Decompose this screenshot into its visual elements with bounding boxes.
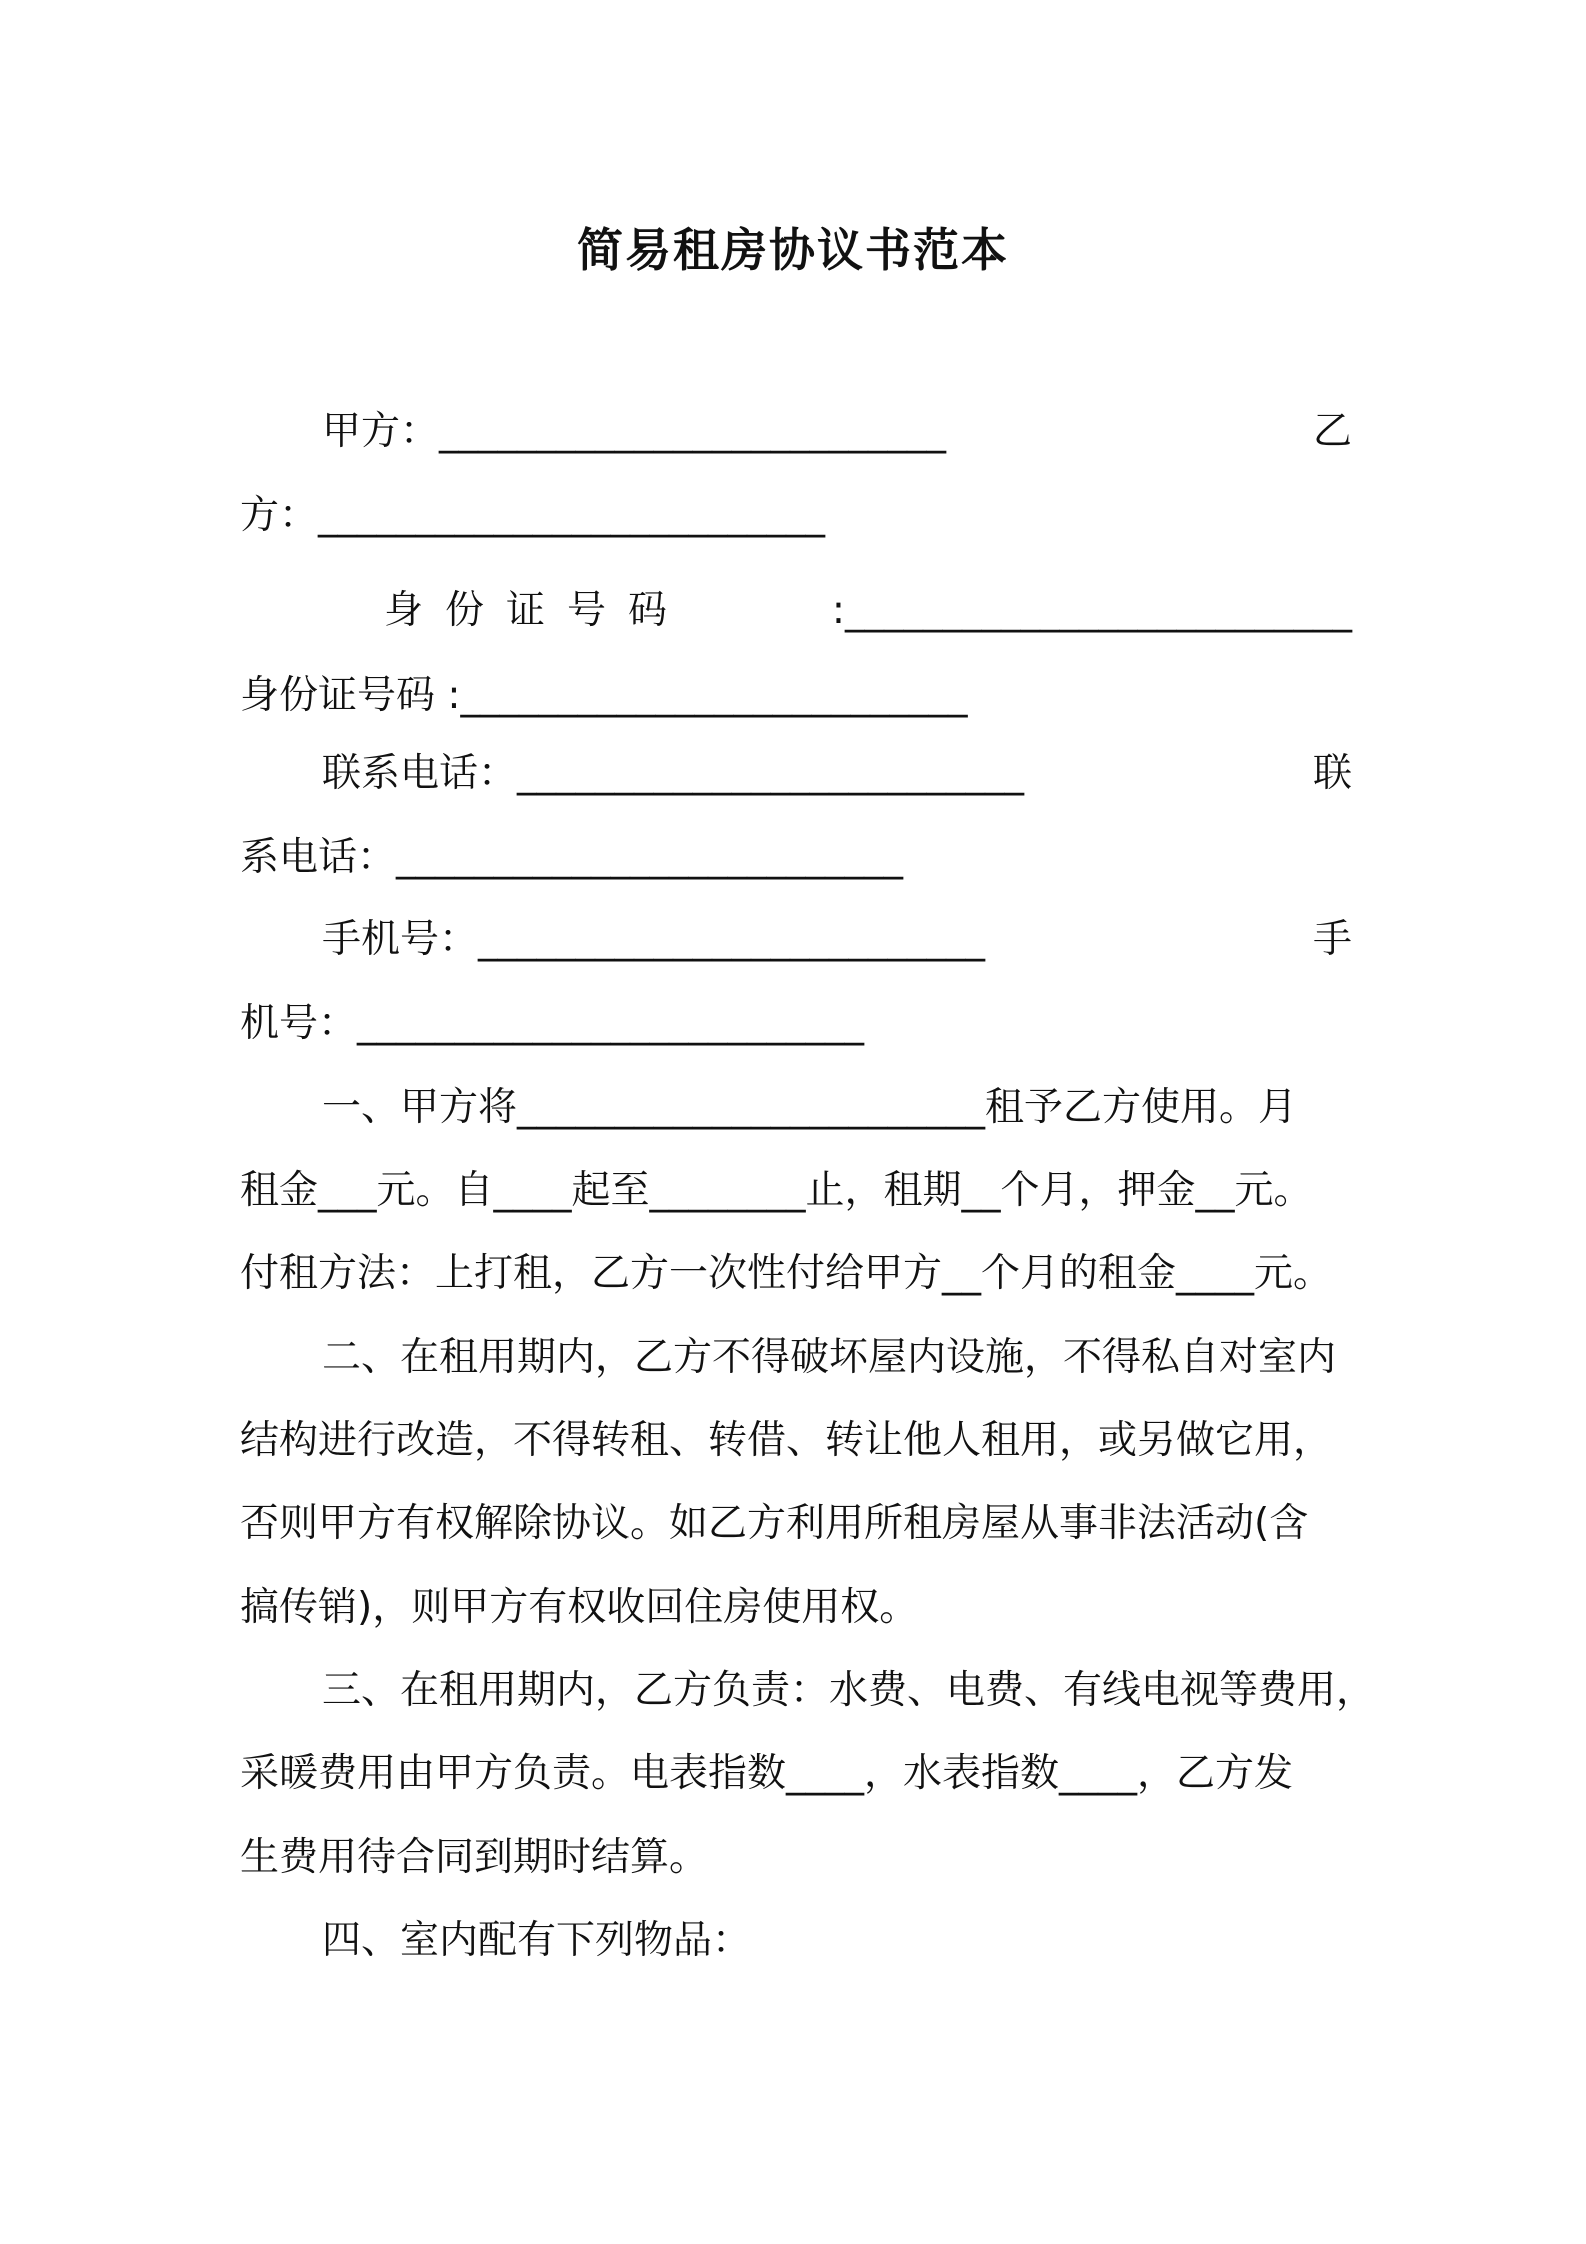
id-number-label: 身份证号码 (384, 588, 690, 633)
clause-2-line-1: 二、在租用期内，乙方不得破坏屋内设施，不得私自对室内 (322, 1335, 1337, 1380)
id-number-b-field: 身份证号码 :__________________________ (240, 673, 968, 718)
party-b-label-start: 乙 (1312, 409, 1352, 454)
mobile-b-field: 机号：__________________________ (240, 1001, 865, 1046)
mobile-a-field: 手机号：__________________________ (322, 917, 986, 962)
phone-a-field: 联系电话：__________________________ (322, 751, 1025, 796)
id-line-1 (240, 583, 1352, 639)
clause-4-line-1: 四、室内配有下列物品： (322, 1918, 752, 1963)
party-b-field: 方：__________________________ (240, 493, 826, 538)
clause-2-line-3: 否则甲方有权解除协议。如乙方利用所租房屋从事非法活动(含 (240, 1501, 1309, 1546)
clause-2-line-4: 搞传销)，则甲方有权收回住房使用权。 (240, 1585, 919, 1630)
phone-b-label-start: 联 (1312, 751, 1352, 796)
clause-1-line-1: 一、甲方将________________________租予乙方使用。月 (322, 1085, 1298, 1130)
clause-3-line-2: 采暖费用由甲方负责。电表指数____，水表指数____，乙方发 (240, 1751, 1294, 1796)
mobile-b-label-start: 手 (1312, 917, 1352, 962)
clause-3-line-1: 三、在租用期内，乙方负责：水费、电费、有线电视等费用， (322, 1668, 1376, 1713)
phone-line-1 (240, 746, 1352, 802)
clause-1-line-3: 付租方法：上打租，乙方一次性付给甲方__个月的租金____元。 (240, 1251, 1333, 1296)
clause-3-line-3: 生费用待合同到期时结算。 (240, 1835, 709, 1880)
party-line-1 (240, 404, 1352, 460)
phone-b-field: 系电话：__________________________ (240, 835, 904, 880)
clause-2-line-2: 结构进行改造，不得转租、转借、转让他人租用，或另做它用， (240, 1418, 1333, 1463)
mobile-line-1 (240, 912, 1352, 968)
id-number-a-field: :__________________________ (831, 588, 1352, 633)
clause-1-line-2: 租金___元。自____起至________止，租期__个月，押金__元。 (240, 1168, 1313, 1213)
document-title: 简易租房协议书范本 (577, 223, 1009, 277)
party-a-field: 甲方：__________________________ (322, 409, 947, 454)
